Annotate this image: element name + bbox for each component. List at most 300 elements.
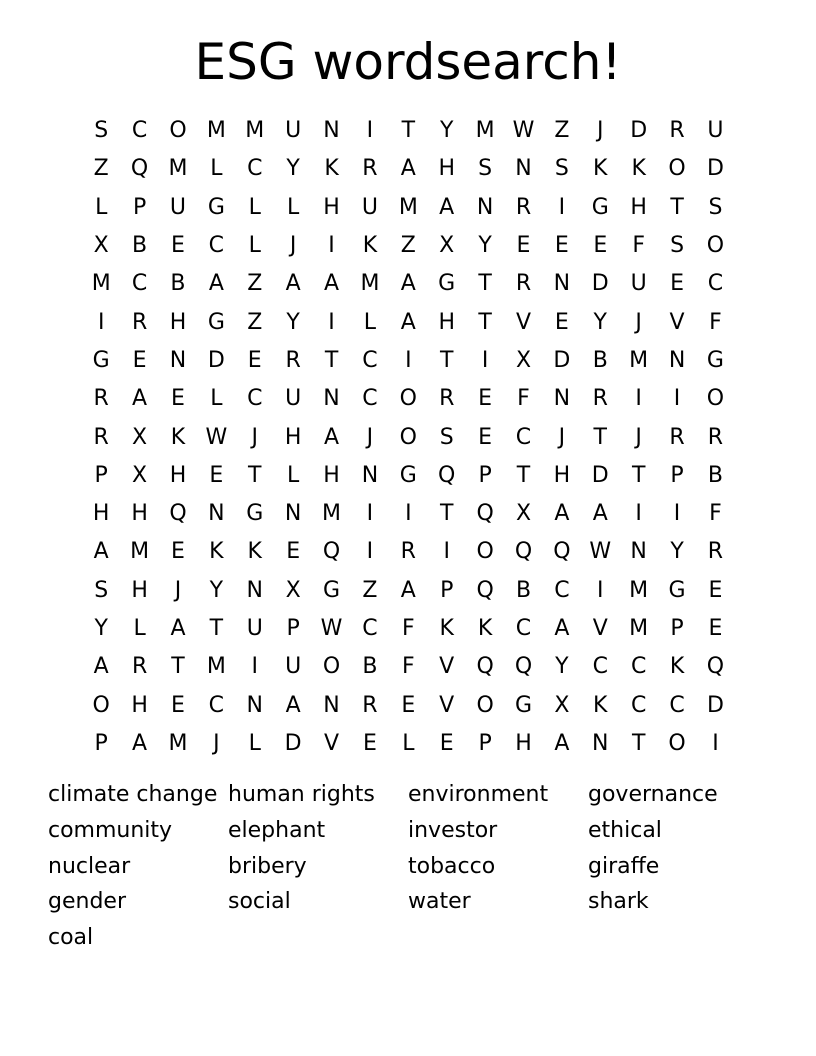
grid-letter: I: [635, 386, 642, 412]
grid-letter: G: [399, 462, 417, 488]
grid-letter: B: [362, 654, 378, 680]
grid-letter: C: [247, 156, 263, 182]
grid-letter: F: [517, 386, 530, 412]
grid-letter: C: [131, 118, 148, 144]
grid-letter: B: [515, 577, 532, 603]
grid-letter: N: [592, 730, 609, 756]
grid-letter: X: [554, 692, 570, 718]
grid-letter: W: [512, 118, 535, 144]
grid-letter: O: [476, 539, 494, 565]
grid-letter: C: [247, 386, 263, 412]
grid-letter: A: [554, 616, 570, 641]
grid-letter: J: [174, 577, 182, 603]
grid-letter: G: [706, 347, 724, 373]
word-list-item: gender: [48, 889, 126, 915]
grid-letter: H: [131, 577, 148, 603]
grid-letter: X: [439, 233, 455, 259]
grid-letter: Y: [94, 616, 108, 641]
word-list-item: human rights: [228, 782, 375, 807]
grid-letter: C: [362, 616, 378, 641]
grid-letter: N: [246, 577, 263, 603]
grid-letter: R: [707, 424, 724, 450]
grid-letter: E: [593, 233, 608, 259]
grid-letter: G: [323, 577, 341, 603]
grid-letter: T: [171, 654, 185, 680]
grid-letter: X: [515, 347, 532, 373]
grid-letter: C: [707, 271, 724, 297]
grid-letter: G: [591, 194, 609, 220]
grid-letter: S: [94, 577, 109, 603]
grid-letter: T: [324, 347, 339, 373]
grid-letter: N: [515, 156, 532, 182]
grid-letter: Q: [476, 577, 494, 603]
grid-letter: B: [170, 271, 186, 297]
grid-letter: I: [443, 539, 450, 565]
word-list-item: bribery: [228, 853, 307, 879]
word-list-item: ethical: [588, 817, 662, 843]
grid-letter: U: [361, 194, 378, 220]
grid-letter: N: [630, 539, 647, 565]
grid-letter: C: [669, 692, 685, 718]
grid-letter: G: [246, 501, 264, 527]
grid-letter: E: [554, 233, 569, 259]
grid-row: [82, 495, 736, 533]
grid-letter: R: [439, 386, 455, 412]
grid-letter: T: [439, 501, 454, 527]
grid-letter: A: [324, 271, 340, 297]
grid-letter: H: [323, 194, 340, 220]
grid-letter: O: [322, 654, 341, 680]
grid-letter: J: [635, 309, 642, 335]
grid-letter: H: [438, 156, 455, 182]
grid-letter: H: [515, 730, 532, 756]
grid-letter: H: [131, 501, 148, 527]
grid-letter: L: [248, 233, 261, 259]
grid-letter: H: [284, 424, 302, 450]
grid-letter: I: [635, 501, 642, 527]
grid-letter: K: [631, 156, 646, 182]
grid-letter: Q: [169, 501, 187, 527]
grid-letter: W: [589, 539, 612, 565]
grid-letter: V: [439, 692, 455, 718]
grid-letter: M: [91, 271, 111, 297]
grid-letter: P: [478, 730, 492, 756]
grid-letter: H: [169, 462, 187, 488]
grid-row: [82, 380, 736, 418]
grid-letter: R: [669, 118, 685, 144]
grid-letter: D: [706, 692, 724, 718]
grid-letter: C: [554, 577, 570, 603]
grid-letter: I: [366, 118, 374, 144]
grid-letter: T: [593, 424, 607, 450]
grid-row: [82, 610, 736, 648]
grid-letter: L: [363, 309, 377, 335]
grid-letter: E: [478, 386, 493, 412]
grid-letter: E: [247, 347, 262, 373]
grid-letter: I: [712, 730, 719, 756]
grid-letter: I: [558, 194, 566, 220]
grid-row: [82, 725, 736, 763]
grid-row: [82, 572, 736, 610]
grid-letter: J: [213, 730, 220, 756]
word-list-item: social: [228, 889, 291, 915]
grid-letter: M: [168, 730, 188, 756]
grid-letter: E: [670, 271, 684, 297]
grid-row: [82, 418, 736, 456]
word-list-item: coal: [48, 925, 94, 951]
grid-letter: A: [554, 501, 570, 527]
grid-letter: H: [323, 462, 340, 488]
grid-letter: Y: [439, 118, 454, 144]
grid-letter: H: [131, 692, 148, 718]
grid-letter: Q: [130, 156, 149, 182]
grid-letter: C: [515, 424, 532, 450]
grid-letter: S: [94, 118, 109, 144]
grid-letter: R: [93, 386, 109, 412]
grid-letter: Z: [247, 309, 263, 335]
grid-letter: X: [93, 233, 109, 259]
grid-letter: V: [439, 654, 455, 680]
grid-letter: E: [171, 692, 185, 718]
word-list-item: climate change: [48, 782, 218, 807]
grid-letter: T: [516, 462, 531, 488]
grid-letter: N: [553, 386, 571, 412]
word-list-item: shark: [588, 889, 649, 915]
grid-row: [82, 189, 736, 227]
grid-letter: L: [133, 616, 146, 641]
grid-letter: I: [405, 347, 412, 373]
grid-letter: I: [251, 654, 258, 680]
grid-letter: F: [401, 616, 415, 641]
grid-letter: C: [362, 347, 378, 373]
grid-letter: N: [668, 347, 686, 373]
grid-letter: G: [207, 309, 225, 335]
word-list: [48, 777, 768, 956]
grid-letter: I: [597, 577, 604, 603]
word-list-item: giraffe: [588, 853, 660, 879]
grid-letter: G: [514, 692, 533, 718]
grid-letter: B: [132, 233, 148, 259]
grid-letter: J: [558, 424, 566, 450]
grid-letter: F: [401, 654, 415, 680]
grid-letter: Q: [706, 654, 725, 680]
grid-letter: R: [669, 424, 685, 450]
grid-letter: D: [591, 462, 609, 488]
grid-letter: S: [439, 424, 454, 450]
grid-letter: Z: [362, 577, 378, 603]
grid-letter: H: [630, 194, 647, 220]
grid-letter: R: [362, 692, 378, 718]
grid-letter: F: [632, 233, 645, 259]
grid-letter: E: [209, 462, 224, 488]
grid-letter: X: [515, 501, 532, 527]
grid-letter: D: [207, 347, 225, 373]
grid-letter: C: [630, 654, 647, 680]
grid-letter: M: [629, 347, 649, 373]
grid-letter: R: [285, 347, 301, 373]
grid-letter: A: [400, 309, 416, 335]
grid-letter: N: [246, 692, 263, 718]
grid-letter: O: [399, 386, 417, 412]
grid-letter: U: [285, 118, 302, 144]
grid-letter: K: [324, 156, 339, 182]
grid-letter: O: [668, 730, 686, 756]
grid-letter: T: [248, 462, 262, 488]
grid-letter: J: [635, 424, 642, 450]
grid-letter: T: [631, 730, 646, 756]
grid-letter: S: [554, 156, 569, 182]
grid-letter: I: [97, 309, 105, 335]
grid-row: [82, 303, 736, 341]
word-list-item: community: [48, 817, 173, 843]
grid-letter: O: [706, 233, 725, 259]
grid-letter: Y: [478, 233, 492, 259]
grid-letter: R: [400, 539, 416, 565]
grid-letter: Q: [322, 539, 341, 565]
grid-letter: M: [322, 501, 342, 527]
grid-letter: A: [400, 271, 416, 297]
grid-letter: A: [592, 501, 608, 527]
grid-letter: L: [248, 194, 261, 220]
grid-letter: T: [478, 271, 492, 297]
grid-letter: X: [132, 424, 148, 450]
grid-letter: X: [285, 577, 301, 603]
grid-letter: L: [210, 156, 223, 182]
grid-letter: J: [597, 118, 604, 144]
grid-letter: A: [324, 424, 340, 450]
grid-letter: O: [668, 156, 686, 182]
grid-letter: N: [169, 347, 187, 373]
grid-letter: B: [707, 462, 723, 488]
grid-letter: L: [287, 194, 300, 220]
grid-letter: G: [668, 577, 686, 603]
grid-letter: T: [478, 309, 492, 335]
grid-letter: C: [131, 271, 148, 297]
grid-letter: I: [328, 309, 335, 335]
grid-letter: H: [92, 501, 110, 527]
grid-row: [82, 686, 736, 724]
grid-letter: O: [399, 424, 417, 450]
word-list-item: governance: [588, 782, 718, 807]
grid-letter: E: [171, 386, 185, 412]
grid-letter: D: [630, 118, 648, 144]
grid-letter: T: [631, 462, 646, 488]
grid-letter: R: [362, 156, 378, 182]
grid-letter: H: [438, 309, 455, 335]
grid-letter: Y: [209, 577, 224, 603]
grid-letter: L: [210, 386, 223, 412]
grid-letter: K: [439, 616, 454, 641]
grid-letter: K: [209, 539, 224, 565]
grid-letter: H: [553, 462, 571, 488]
grid-letter: A: [132, 730, 148, 756]
grid-letter: P: [286, 616, 300, 641]
grid-letter: P: [440, 577, 454, 603]
grid-letter: E: [478, 424, 493, 450]
grid-letter: Y: [593, 309, 607, 335]
grid-letter: I: [366, 539, 374, 565]
grid-letter: C: [208, 233, 225, 259]
grid-letter: R: [131, 309, 148, 335]
grid-letter: A: [132, 386, 148, 412]
grid-letter: A: [285, 692, 301, 718]
grid-letter: O: [706, 386, 725, 412]
grid-row: [82, 227, 736, 265]
grid-letter: Z: [93, 156, 109, 182]
letter-grid: [82, 112, 736, 763]
grid-letter: E: [132, 347, 147, 373]
grid-row: [82, 342, 736, 380]
grid-letter: E: [516, 233, 531, 259]
grid-letter: E: [286, 539, 301, 565]
grid-letter: G: [207, 194, 225, 220]
grid-row: [82, 457, 736, 495]
grid-letter: H: [169, 309, 187, 335]
grid-letter: X: [132, 462, 148, 488]
grid-letter: R: [515, 194, 532, 220]
grid-row: [82, 648, 736, 686]
grid-letter: E: [439, 730, 454, 756]
grid-letter: S: [708, 194, 723, 220]
grid-letter: V: [669, 309, 685, 335]
grid-letter: A: [93, 654, 109, 680]
grid-letter: E: [708, 577, 723, 603]
grid-letter: D: [284, 730, 302, 756]
grid-letter: N: [323, 386, 340, 412]
grid-letter: A: [170, 616, 186, 641]
grid-letter: Q: [514, 539, 533, 565]
grid-letter: P: [94, 462, 108, 488]
grid-letter: M: [206, 654, 226, 680]
grid-letter: E: [708, 616, 723, 641]
grid-letter: E: [171, 539, 185, 565]
page-title: ESG wordsearch!: [194, 33, 622, 91]
grid-letter: K: [669, 654, 685, 680]
grid-letter: C: [515, 616, 532, 641]
word-list-item: environment: [408, 782, 549, 807]
grid-letter: O: [92, 692, 110, 718]
grid-letter: Q: [438, 462, 456, 488]
grid-row: [82, 150, 736, 188]
grid-letter: K: [362, 233, 378, 259]
grid-letter: M: [398, 194, 418, 220]
grid-letter: I: [405, 501, 412, 527]
grid-row: [82, 265, 736, 303]
grid-letter: L: [287, 462, 300, 488]
grid-letter: U: [246, 616, 263, 641]
grid-letter: M: [206, 118, 226, 144]
grid-letter: Q: [476, 654, 494, 680]
grid-letter: U: [707, 118, 724, 144]
grid-letter: R: [131, 654, 148, 680]
grid-letter: W: [205, 424, 228, 450]
grid-letter: M: [475, 118, 495, 144]
grid-letter: F: [709, 501, 722, 527]
grid-letter: P: [132, 194, 147, 220]
grid-letter: O: [169, 118, 187, 144]
grid-letter: A: [208, 271, 224, 297]
grid-letter: D: [706, 156, 724, 182]
grid-letter: I: [673, 386, 681, 412]
grid-letter: A: [285, 271, 301, 297]
grid-letter: R: [707, 539, 724, 565]
grid-letter: Q: [476, 501, 494, 527]
grid-letter: N: [323, 118, 340, 144]
grid-letter: V: [515, 309, 532, 335]
grid-letter: M: [629, 577, 649, 603]
grid-letter: W: [320, 616, 343, 641]
grid-letter: P: [670, 616, 684, 641]
grid-letter: A: [439, 194, 455, 220]
grid-letter: E: [362, 730, 377, 756]
grid-letter: R: [93, 424, 109, 450]
word-list-item: elephant: [228, 817, 326, 843]
grid-letter: Z: [554, 118, 570, 144]
grid-letter: Y: [286, 156, 300, 182]
word-list-item: nuclear: [48, 853, 131, 879]
grid-letter: P: [94, 730, 108, 756]
grid-letter: J: [366, 424, 374, 450]
grid-letter: J: [251, 424, 258, 450]
grid-letter: R: [592, 386, 608, 412]
grid-letter: K: [593, 692, 608, 718]
grid-letter: N: [553, 271, 571, 297]
grid-letter: U: [630, 271, 647, 297]
grid-letter: M: [130, 539, 150, 565]
grid-letter: L: [402, 730, 415, 756]
grid-letter: C: [362, 386, 378, 412]
word-list-item: tobacco: [408, 853, 496, 879]
grid-letter: K: [247, 539, 262, 565]
grid-letter: Y: [670, 539, 684, 565]
grid-letter: A: [400, 156, 416, 182]
grid-letter: K: [477, 616, 493, 641]
grid-letter: S: [670, 233, 685, 259]
grid-letter: R: [515, 271, 532, 297]
grid-letter: V: [592, 616, 608, 641]
grid-letter: K: [170, 424, 186, 450]
grid-letter: E: [401, 692, 416, 718]
grid-letter: M: [360, 271, 380, 297]
grid-letter: O: [476, 692, 494, 718]
grid-letter: U: [169, 194, 187, 220]
grid-letter: D: [553, 347, 571, 373]
grid-letter: C: [630, 692, 647, 718]
grid-letter: G: [92, 347, 110, 373]
grid-letter: N: [284, 501, 302, 527]
grid-letter: N: [476, 194, 494, 220]
grid-letter: I: [673, 501, 681, 527]
grid-letter: G: [438, 271, 456, 297]
grid-letter: S: [478, 156, 493, 182]
grid-row: [82, 533, 736, 571]
grid-letter: A: [93, 539, 109, 565]
grid-letter: K: [593, 156, 608, 182]
grid-letter: L: [95, 194, 108, 220]
grid-letter: M: [168, 156, 188, 182]
grid-letter: Y: [286, 309, 300, 335]
grid-letter: Q: [514, 654, 533, 680]
word-list-item: investor: [408, 817, 498, 843]
grid-letter: N: [323, 692, 340, 718]
grid-letter: N: [208, 501, 225, 527]
grid-letter: Z: [247, 271, 263, 297]
grid-letter: A: [400, 577, 416, 603]
grid-letter: I: [328, 233, 335, 259]
grid-letter: E: [554, 309, 569, 335]
grid-letter: U: [285, 654, 302, 680]
grid-letter: Q: [553, 539, 571, 565]
